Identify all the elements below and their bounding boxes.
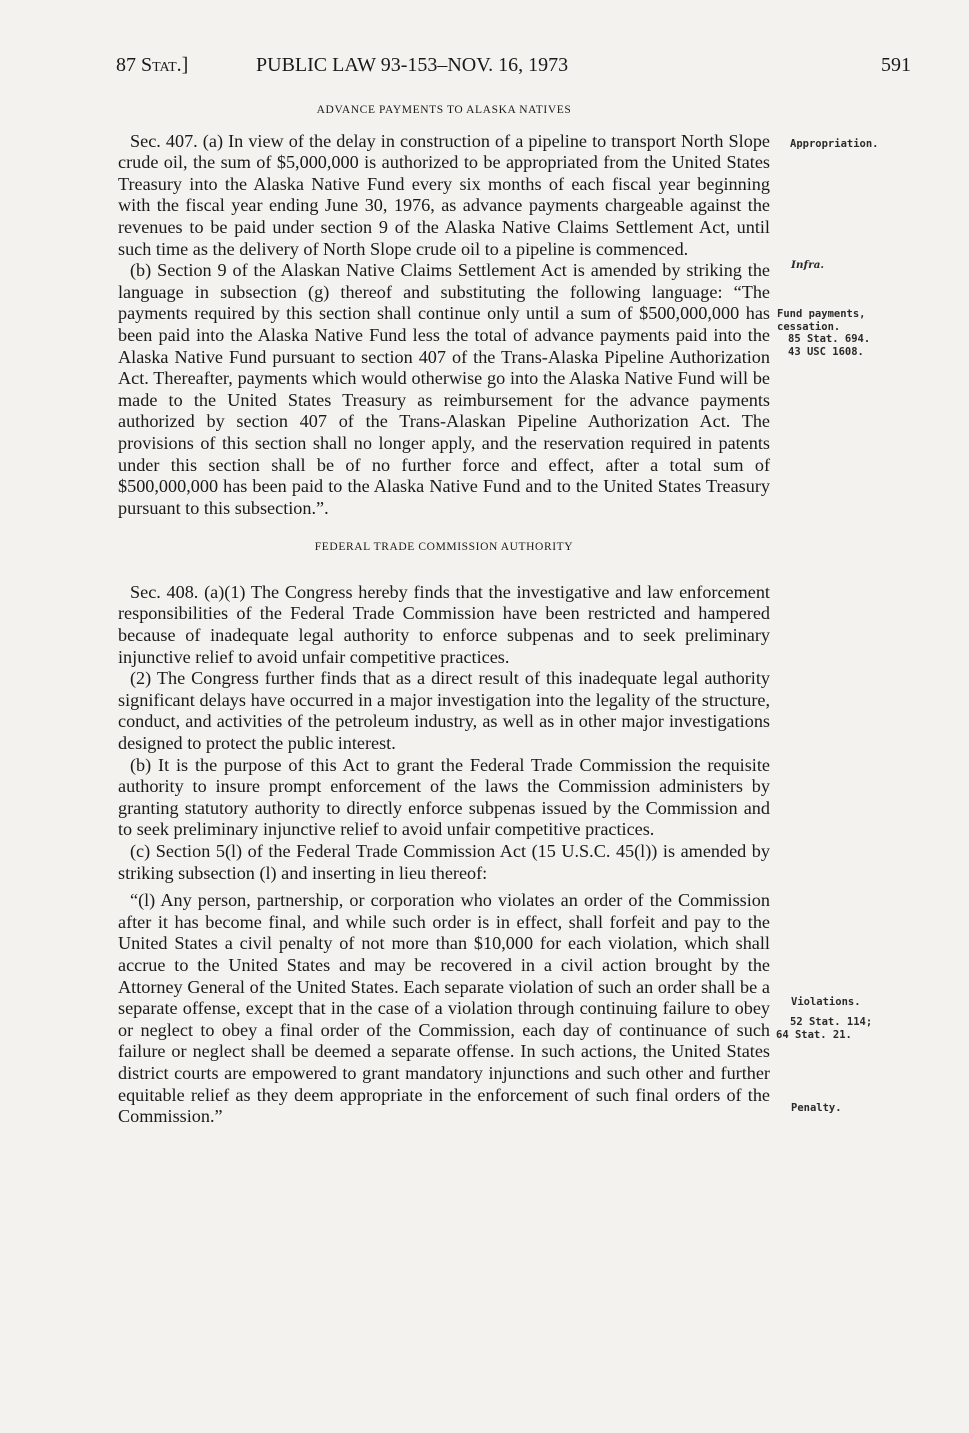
margin-note-violations: Violations. <box>791 996 861 1008</box>
margin-note-fund-payments: Fund payments, cessation. <box>777 308 866 333</box>
margin-note-52-stat-114: 52 Stat. 114; <box>790 1016 873 1028</box>
page-header <box>116 54 916 84</box>
section-408-subsection-l: “(l) Any person, partnership, or corporation who violates an order of the Commission after it has become final, and while such order is in effect, shall forfeit and pay to the United States a civil penalty of not more than $10,000 for each violation, which shall accrue to the United States and may be recovered in a civil action brought by the Attorney General of the United States. Each separate violation of such an order shall be a separate offense, except that in the case of a violation through continuing failure to obey or neglect to obey a final order of the Commission, each day of continuance of such failure or neglect shall be deemed a separate offense. In such actions, the United States district courts are empowered to grant mandatory injunctions and such other and further equitable relief as they deem appropriate in the enforcement of such final orders of the Commission.” <box>118 890 770 1127</box>
statute-volume: 87 Stat.] <box>116 54 189 76</box>
section-408-para-c: (c) Section 5(l) of the Federal Trade Commission Act (15 U.S.C. 45(l)) is amended by striking subsection (l) and inserting in lieu thereof: <box>118 841 770 883</box>
section-408-heading: FEDERAL TRADE COMMISSION AUTHORITY <box>314 541 574 554</box>
section-407-para-b: (b) Section 9 of the Alaskan Native Claims Settlement Act is amended by striking the language in subsection (g) thereof and substituting the following language: “The payments required by this section shall continue only until a sum of $500,000,000 has been paid into the Alaska Native Fund less the total of advance payments paid into the Alaska Native Fund pursuant to section 407 of the Trans-Alaska Pipeline Authorization Act. Thereafter, payments which would otherwise go into the Alaska Native Fund will be made to the United States Treasury as reimbursement for the advance payments authorized by section 407 of the Trans-Alaskan Pipeline Authorization Act. The provisions of this section shall no longer apply, and the reservation required in patents under this section shall be of no further force and effect, after a total sum of $500,000,000 has been paid to the Alaska Native Fund and to the United States Treasury pursuant to this subsection.”. <box>118 260 770 518</box>
section-408-para-b: (b) It is the purpose of this Act to grant the Federal Trade Commission the requisite authority to insure prompt enforcement of the laws the Commission administers by granting statutory authority to directly enforce subpenas issued by the Commission and to seek preliminary injunctive relief to avoid unfair competitive practices. <box>118 754 770 840</box>
margin-note-43-usc-1608: 43 USC 1608. <box>788 346 864 358</box>
section-407-para-a: Sec. 407. (a) In view of the delay in construction of a pipeline to transport North Slope crude oil, the sum of $5,000,000 is authorized to be appropriated from the United States Treasury into the Alaska Native Fund every six months of each fiscal year beginning with the fiscal year ending June 30, 1976, as advance payments chargeable against the revenues to be paid under section 9 of the Alaska Native Claims Settlement Act, until such time as the delivery of North Slope crude oil to a pipeline is commenced. <box>118 130 770 259</box>
section-407-heading: ADVANCE PAYMENTS TO ALASKA NATIVES <box>316 104 572 116</box>
page-title: PUBLIC LAW 93-153–NOV. 16, 1973 <box>256 54 569 76</box>
page-number: 591 <box>881 54 911 76</box>
margin-note-appropriation: Appropriation. <box>790 138 879 150</box>
margin-note-85-stat-694: 85 Stat. 694. <box>788 333 871 345</box>
section-408-para-a1: Sec. 408. (a)(1) The Congress hereby finds that the investigative and law enforcement responsibilities of the Federal Trade Commission have been restricted and hampered because of inadequate legal authority to enforce subpenas and to seek preliminary injunctive relief to avoid unfair competitive practices. <box>118 581 770 667</box>
margin-note-64-stat-21: 64 Stat. 21. <box>776 1029 852 1041</box>
section-408-para-a2: (2) The Congress further finds that as a direct result of this inadequate legal authority significant delays have occurred in a major investigation into the legality of the structure, conduct, and activities of the petroleum industry, as well as in other major investigations designed to protect the public interest. <box>118 668 770 754</box>
margin-note-infra: Infra. <box>791 259 825 271</box>
margin-note-penalty: Penalty. <box>791 1102 842 1114</box>
main-text-column <box>118 100 770 1128</box>
